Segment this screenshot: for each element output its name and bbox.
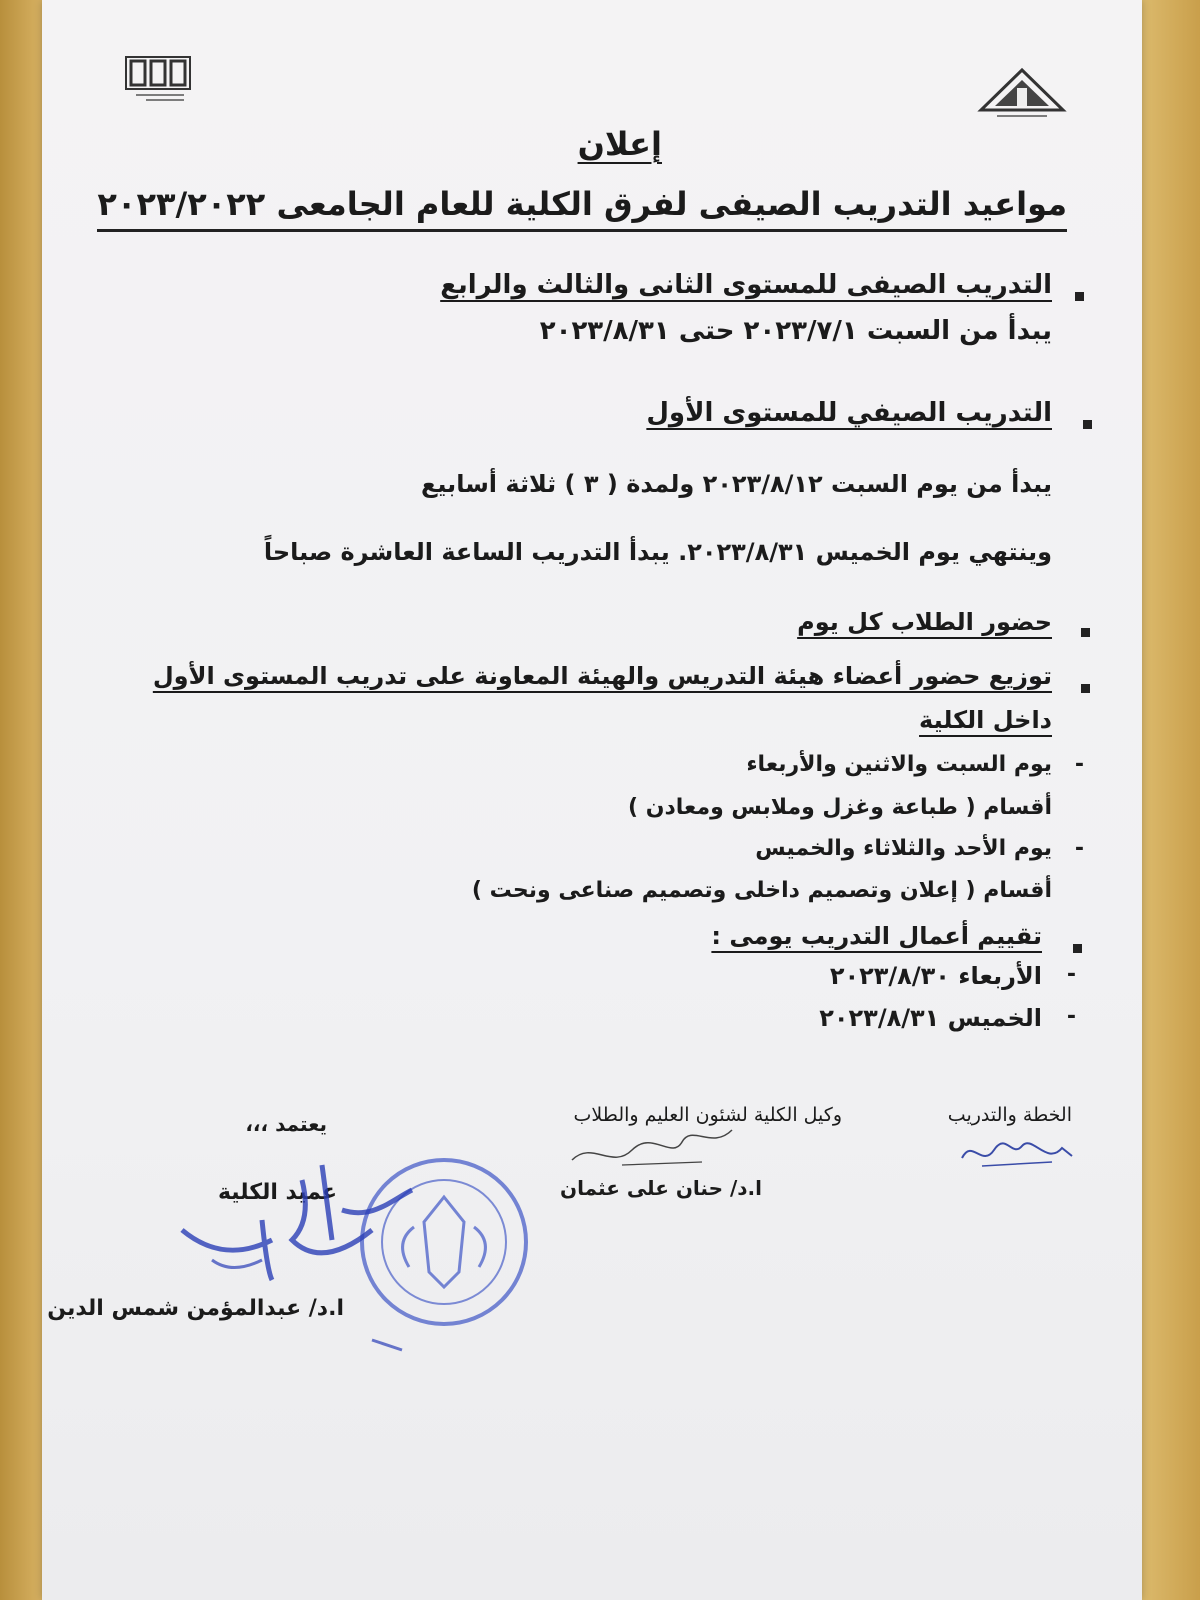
signature-vice-dean-label: وكيل الكلية لشئون العليم والطلاب	[573, 1104, 842, 1126]
university-logo-icon	[977, 66, 1067, 125]
section2-heading: التدريب الصيفي للمستوى الأول	[646, 398, 1052, 428]
section2-line1: يبدأ من يوم السبت ٢٠٢٣/٨/١٢ ولمدة ( ٣ ) ثلاثة أسابيع	[420, 470, 1052, 498]
bullet-icon	[1083, 420, 1092, 429]
bullet-icon	[1081, 684, 1090, 693]
dash-icon: -	[1066, 1004, 1076, 1029]
dash-icon: -	[1074, 836, 1084, 861]
dash-icon: -	[1066, 962, 1076, 987]
bullet-icon	[1073, 944, 1082, 953]
signature-dean-label: عميد الكلية	[217, 1180, 337, 1205]
section5-heading: تقييم أعمال التدريب يومى :	[711, 922, 1042, 950]
section5-item1: الأربعاء ٢٠٢٣/٨/٣٠	[829, 962, 1042, 990]
signature-approve-label: يعتمد ،،،	[245, 1112, 327, 1136]
section4-item1-days: يوم السبت والاثنين والأربعاء	[746, 752, 1052, 777]
dean-signature-icon	[172, 1160, 432, 1364]
signature-dean-name: ا.د/ عبدالمؤمن شمس الدين	[47, 1296, 344, 1321]
bullet-icon	[1081, 628, 1090, 637]
section3-heading: حضور الطلاب كل يوم	[797, 608, 1052, 636]
section4-heading: توزيع حضور أعضاء هيئة التدريس والهيئة المعاونة على تدريب المستوى الأول	[152, 662, 1052, 690]
signature-vice-dean-name: ا.د/ حنان على عثمان	[560, 1176, 762, 1200]
document-body	[42, 0, 1142, 1600]
section1-text: يبدأ من السبت ٢٠٢٣/٧/١ حتى ٢٠٢٣/٨/٣١	[539, 316, 1052, 346]
section4-item2-days: يوم الأحد والثلاثاء والخميس	[755, 836, 1052, 861]
page-title: إعلان	[577, 125, 662, 163]
bullet-icon	[1075, 292, 1084, 301]
dash-icon: -	[1074, 752, 1084, 777]
handwritten-signature-icon	[952, 1128, 1082, 1182]
section5-item2: الخميس ٢٠٢٣/٨/٣١	[819, 1004, 1042, 1032]
handwritten-signature-icon	[562, 1120, 742, 1184]
faculty-logo-icon	[122, 55, 194, 109]
section1-heading: التدريب الصيفى للمستوى الثانى والثالث والرابع	[440, 270, 1052, 300]
section4-heading-cont: داخل الكلية	[919, 706, 1052, 734]
section2-line2: وينتهي يوم الخميس ٢٠٢٣/٨/٣١. يبدأ التدريب الساعة العاشرة صباحاً	[263, 538, 1052, 566]
page-subtitle: مواعيد التدريب الصيفى لفرق الكلية للعام الجامعى ٢٠٢٣/٢٠٢٢	[97, 185, 1067, 232]
signature-planning-label: الخطة والتدريب	[947, 1104, 1072, 1126]
document-paper	[42, 0, 1142, 1600]
section4-item1-depts: أقسام ( طباعة وغزل وملابس ومعادن )	[628, 795, 1052, 820]
section4-item2-depts: أقسام ( إعلان وتصميم داخلى وتصميم صناعى ونحت )	[471, 878, 1052, 903]
